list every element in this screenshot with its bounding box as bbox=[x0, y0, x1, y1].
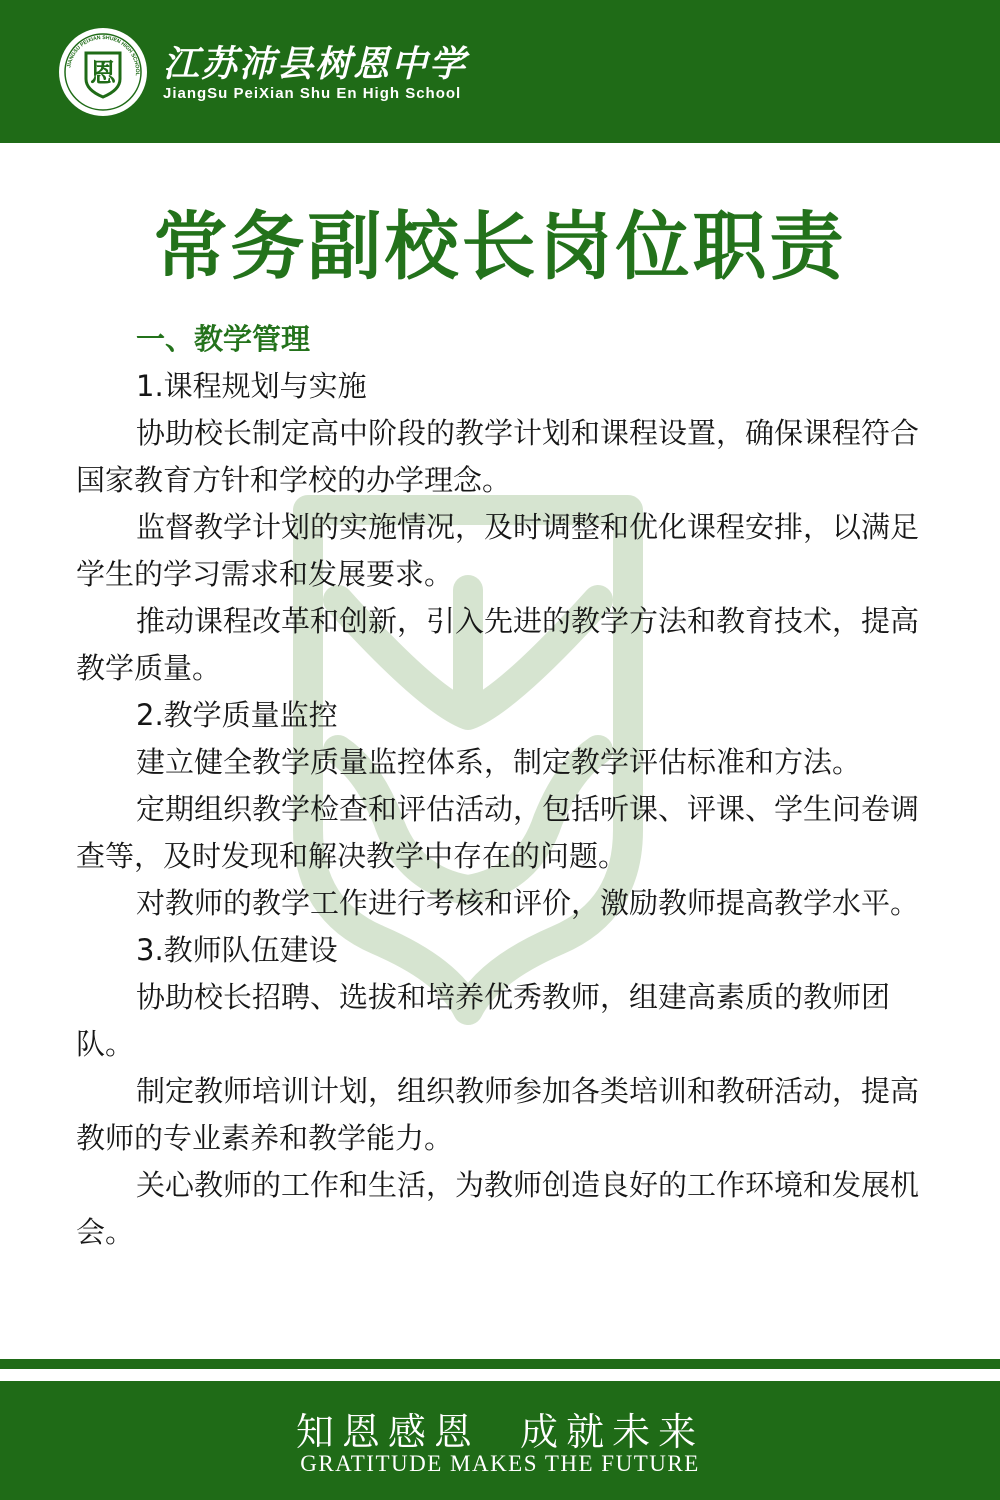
paragraph: 协助校长招聘、选拔和培养优秀教师，组建高素质的教师团队。 bbox=[76, 980, 891, 1061]
slogan-chinese: 知恩感恩 成就未来 bbox=[295, 1410, 705, 1454]
footer-divider bbox=[0, 1359, 1000, 1369]
slogan-english: GRATITUDE MAKES THE FUTURE bbox=[300, 1451, 700, 1476]
paragraph: 定期组织教学检查和评估活动，包括听课、评课、学生问卷调查等，及时发现和解决教学中存在的问题。 bbox=[76, 792, 920, 873]
paragraph: 监督教学计划的实施情况，及时调整和优化课程安排，以满足学生的学习需求和发展要求。 bbox=[76, 510, 920, 591]
paragraph: 关心教师的工作和生活，为教师创造良好的工作环境和发展机会。 bbox=[76, 1168, 920, 1249]
logo-character: 恩 bbox=[89, 59, 117, 89]
paragraph: 推动课程改革和创新，引入先进的教学方法和教育技术，提高教学质量。 bbox=[76, 604, 920, 685]
section-heading: 一、教学管理 bbox=[136, 322, 311, 356]
school-name-english: JiangSu PeiXian Shu En High School bbox=[163, 85, 462, 102]
school-logo-emblem bbox=[58, 27, 148, 117]
paragraph: 制定教师培训计划，组织教师参加各类培训和教研活动，提高教师的专业素养和教学能力。 bbox=[76, 1074, 920, 1155]
duties-content bbox=[76, 316, 928, 1256]
page-title: 常务副校长岗位职责 bbox=[153, 204, 847, 290]
subsection-heading: 1.课程规划与实施 bbox=[136, 369, 367, 403]
paragraph: 建立健全教学质量监控体系，制定教学评估标准和方法。 bbox=[136, 745, 862, 779]
school-name-chinese: 江苏沛县树恩中学 bbox=[163, 43, 468, 85]
paragraph: 协助校长制定高中阶段的教学计划和课程设置，确保课程符合国家教育方针和学校的办学理念。 bbox=[76, 416, 920, 497]
logo-ring-text: JIANGSU PEIXIAN SHUEN HIGH SCHOOL bbox=[66, 34, 141, 77]
paragraph: 对教师的教学工作进行考核和评价，激励教师提高教学水平。 bbox=[136, 886, 920, 920]
subsection-heading: 2.教学质量监控 bbox=[136, 698, 338, 732]
subsection-heading: 3.教师队伍建设 bbox=[136, 933, 338, 967]
header-banner bbox=[0, 0, 1000, 143]
